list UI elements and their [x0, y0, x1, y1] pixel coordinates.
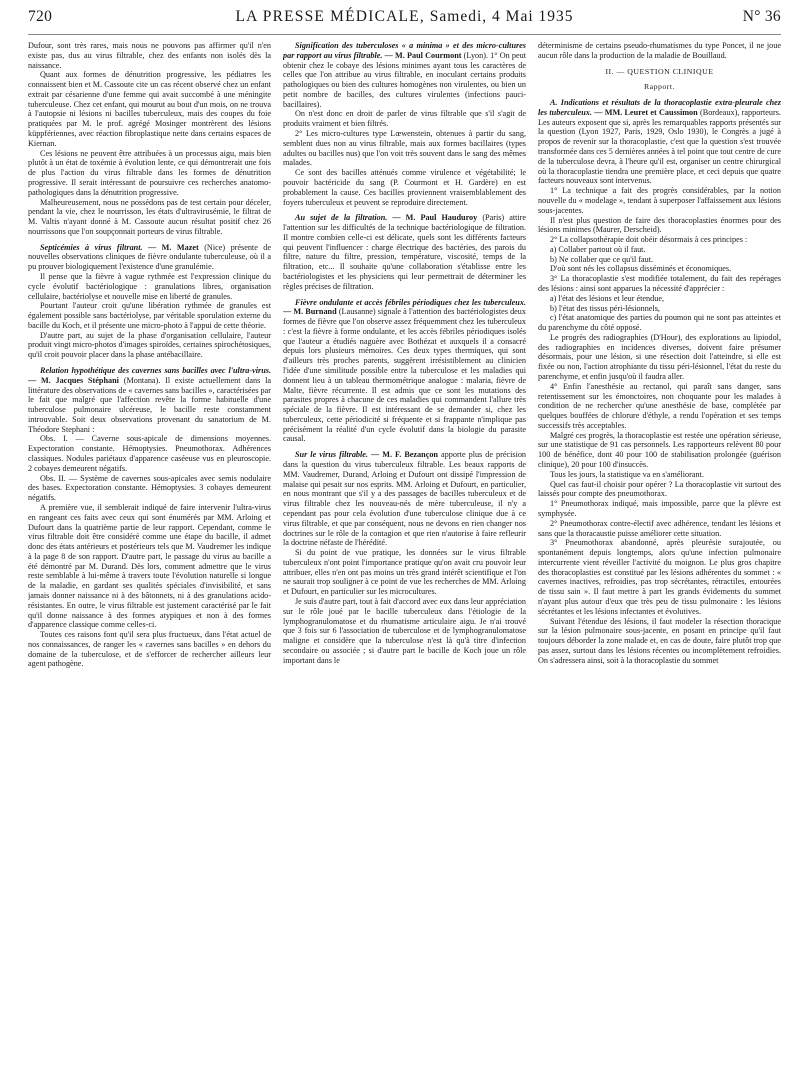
- section-thoracoplastie: [538, 98, 781, 186]
- section-text: (Montana). Il existe actuellement dans la littérature des observations de « cavernes sans bacilles », caractérisées par le fait que malgré que l'affection revête la forme habituelle d'une tuberculose pulmonaire ulcéreuse, le bacille reste constamment introuvable. Soit deux observations provenant du sanatorium de M. Théodore Stephani :: [28, 375, 271, 434]
- section-author: — M. Burnand: [283, 307, 337, 317]
- list-item: a) l'état des lésions et leur étendue,: [550, 293, 665, 303]
- column-2: [283, 41, 526, 1077]
- paragraph: Malheureusement, nous ne possédons pas de test certain pour déceler, pendant la vie, chez le nourrisson, les états d'ultravirusémie, le filtrat de M. Valtis n'ayant donné à M. Cassoute aucun résultat positif chez 26 nourrissons que l'on soupçonnait porteurs de virus filtrable.: [28, 197, 271, 236]
- section-author: — M. Paul Courmont: [384, 50, 462, 60]
- section-title: Au sujet de la filtration.: [295, 213, 388, 223]
- paragraph: 2° Pneumothorax contre-électif avec adhérence, tendant les lésions et sans que la thoracaustie puisse améliorer cette situation.: [538, 518, 781, 538]
- section-title: Fièvre ondulante et accès fébriles périodiques chez les tuberculeux.: [295, 297, 526, 307]
- paragraph: 1° Pneumothorax indiqué, mais impossible, parce que la plèvre est symphysée.: [538, 499, 781, 518]
- paragraph: 3° La thoracoplastie s'est modifiée totalement, du fait des repérages des lésions : ainsi sont apparues la nécessité d'apprécier :: [538, 274, 781, 293]
- paragraph: déterminisme de certains pseudo-rhumatismes du type Poncet, il ne joue aucun rôle dans la production de la maladie de Bouillaud.: [538, 41, 781, 60]
- paragraph: Ces lésions ne peuvent être attribuées à un processus aigu, mais bien plutôt à un état de toxémie à évolution lente, ce qui démontrerait une fois de plus l'action du virus filtrable dans les formes de dénutrition progressive. Il serait intéressant de poursuivre ces recherches anatomo-pathologiques dans la dénutrition progressive.: [28, 148, 271, 197]
- subheading-rapport: Rapport.: [643, 82, 676, 92]
- section-author: — M. F. Bezançon: [371, 450, 438, 460]
- paragraph: D'autre part, au sujet de la phase d'organisation cellulaire, l'auteur produit vingt micro-photos d'images spiroïdes, certaines spirochétosiques, qu'il croit pouvoir placer dans la phase antébacillaire.: [28, 330, 271, 360]
- paragraph: A première vue, il semblerait indiqué de faire intervenir l'ultra-virus en rangeant ces faits avec ceux qui sont énumérés par MM. Arloing et Dufourt dans la quatrième partie de leur rapport. Cependant, comme le virus filtrable doit être considéré comme une étape du bacille, il admet donc des états antérieurs et postérieurs tels que M. Vaudremer les indique à la page 8 de son rapport. D'autre part, le passage du virus au bacille a été démontré par M. Durand. Dès lors, comment admettre que le virus reste semblable à lui-même à travers toute l'évolution naturelle si longue de la maladie, en gardant ses qualités spéciales d'invisibilité, et sans jamais donner naissance ni à des bâtonnets, ni à des granulations acido-résistantes. En outre, le virus filtrable est justement caractérisé par le fait qu'il donne naissance à des formes atypiques et non à des formes d'apparence classique comme celles-ci.: [28, 502, 271, 630]
- paragraph: Tous les jours, la statistique va en s'améliorant.: [550, 469, 704, 479]
- paragraph: 2° Les micro-cultures type Lœwenstein, obtenues à partir du sang, semblent dues non au virus filtrable, mais aux formes bacillaires (types adultes ou bacilles nus) que l'on voit très souvent dans le sang des mêmes malades.: [283, 129, 526, 168]
- paragraph: 2° La collapsothérapie doit obéir désormais à ces principes :: [550, 235, 748, 245]
- section-septicemies: [28, 243, 271, 272]
- section-text: (Lausanne) signale à l'attention des bactériologistes deux formes de fièvre que l'on observe assez fréquemment chez les tuberculeux : c'est la fièvre à forme ondulante, et les accès fébriles périodiques isolés que l'auteur a étudiés naguère avec Bothézat et auxquels il a consacré depuis lors plusieurs mémoires. Ces deux types thermiques, qui sont d'ailleurs très proches parents, suggèrent irrésistiblement au clinicien l'idée d'une similitude possible entre la tuberculose et les maladies qui donnent lieu à un tableau thermométrique analogue : malaria, fièvre de Malte, fièvre récurrente. Il est admis que ce sont les mutations des parasites propres à chacune de ces maladies qui commandent l'allure très spéciale de la fièvre. Il est intéressant de se demander si, chez les tuberculeux, cette périodicité si fréquente et si frappante n'implique pas précisément la réalité d'un cycle évolutif dans la biologie du parasite causal.: [283, 307, 526, 444]
- observation-2: Obs. II. — Système de cavernes sous-apicales avec semis nodulaire des bases. Expectoration constante. Hémoptysies. 3 cobayes demeurent négatifs.: [28, 473, 271, 503]
- section-title: Signification des tuberculoses « a minima » et des micro-cultures par rapport au virus filtrable.: [283, 41, 526, 60]
- paragraph: Ce sont des bacilles atténués comme virulence et végétabilité; le pouvoir bactéricide du sang (P. Courmont et H. Gardère) en est probablement la cause. Ces bacilles proviennent vraisemblablement des foyers tuberculeux et peuvent se reproduire directement.: [283, 168, 526, 207]
- section-title: Septicémies à virus filtrant.: [40, 242, 143, 252]
- list-item: b) l'état des tissus péri-lésionnels,: [550, 303, 660, 313]
- section-text: (Bordeaux), rapporteurs. Les auteurs exposent que si, après les remarquables rapports présentés sur la question (Lyon 1927, Paris, 1929, Oslo 1930), le Congrès a jugé à propos de revenir sur la thoracoplastie, c'est que la question s'est trouvée transformée dans ces 5 dernières années à tel point que tout centre de cure de la tuberculose devra, à l'heure qu'il est, organiser un centre chirurgical où la thoracoplastie tiendra une première place, et ceci depuis que quatre facteurs nouveaux sont intervenus.: [538, 107, 781, 186]
- column-3: [538, 41, 781, 1077]
- journal-title: LA PRESSE MÉDICALE,: [235, 8, 425, 25]
- list-item: a) Collaber partout où il faut.: [550, 244, 646, 254]
- section-filtration: [283, 213, 526, 291]
- section-author: — MM. Leuret et Caussimon: [594, 107, 698, 117]
- paragraph: Suivant l'étendue des lésions, il faut modeler la résection thoracique sur la lésion pulmonaire sous-jacente, en posant en principe qu'il faut toujours déborder la zone malade et, en cas de doute, faire plutôt trop que pas assez, surtout dans les lésions récentes ou incomplètement refroidies. On s'adressera ainsi, soit à la thoracoplastie du sommet: [538, 616, 781, 665]
- paragraph: Quant aux formes de dénutrition progressive, les pédiatres les connaissent bien et M. Cassoute cite un cas récent observé chez un enfant extrait par césarienne d'une femme qui avait succombé à une méningite tuberculeuse. Chez cet enfant, qui mourut au bout d'un mois, on ne trouva à l'autopsie ni lésions ni bacilles tuberculeux, mais des coupes du foie pratiquées par M. le prof. agrégé Mosinger montrèrent des lésions küppfériennes, avec réaction fibroplastique nette dans certains espaces de Kiernan.: [28, 70, 271, 148]
- section-title: A. Indications et résultats de la thoracoplastie extra-pleurale chez les tuberculeux.: [538, 98, 781, 117]
- issue-number: N° 36: [742, 8, 781, 25]
- issue-date: Samedi, 4 Mai 1935: [429, 8, 574, 25]
- paragraph: 3° Pneumothorax abandonné, après pleurésie surajoutée, ou spontanément depuis longtemps, alors qu'une infection pulmonaire intercurrente vient réveiller l'activité du moignon. Le plus gros chapitre des thoracoplasties est constitué par les lésions adhérentes du sommet : « cavernes inactives, refroidies, pas trop sécrétantes, rétractiles, entourées de tissu sain ». Il faut mettre à part les grands évidements du sommet n'ayant plus autour d'eux que très peu de tissu pulmonaire : les lésions sécrétantes et les lésions infectantes et évolutives.: [538, 538, 781, 616]
- page-number: 720: [28, 8, 53, 25]
- paragraph: 1° La technique a fait des progrès considérables, par la notion nouvelle du « modelage », tendant à superposer l'affaissement aux lésions sous-jacentes.: [538, 186, 781, 215]
- section-title: Relation hypothétique des cavernes sans bacilles avec l'ultra-virus.: [40, 366, 271, 375]
- paragraph: Dufour, sont très rares, mais nous ne pouvons pas affirmer qu'il n'en existe pas, dus au virus filtrable, chez des enfants non isolés dès la naissance.: [28, 41, 271, 70]
- paragraph: Toutes ces raisons font qu'il sera plus fructueux, dans l'état actuel de nos connaissances, de ranger les « cavernes sans bacilles » en dehors du domaine de la tuberculose, et de s'efforcer de rechercher ailleurs leur agent pathogène.: [28, 630, 271, 669]
- paragraph: Quel cas faut-il choisir pour opérer ? La thoracoplastie vit surtout des laissés pour compte des pneumothorax.: [538, 479, 781, 499]
- section-text: apporte plus de précision dans la question du virus tuberculeux filtrable. Les beaux rapports de MM. Vaudremer, Durand, Arloing et Dufourt ont dissipé l'impression de malaise qui pesait sur nos esprits. MM. Arloing et Dufourt, en particulier, en nous montrant que s'il y a des passages de bacilles tuberculeux et de virus filtrable chez les nouveau-nés de mère tuberculeuse, il n'y a cependant pas pour cela évolution d'une tuberculose clinique due à ce virus filtrable, et que par conséquent, nous ne devons en rien changer nos doctrines sur le rôle de la contagion et que rien n'autorise à faire refleurir la doctrine néfaste de l'hérédité.: [283, 450, 526, 548]
- paragraph: On n'est donc en droit de parler de virus filtrable que s'il s'agit de produits vraiment et bien filtrés.: [283, 109, 526, 129]
- paragraph: Malgré ces progrès, la thoracoplastie est restée une opération sérieuse, sur une statistique de 91 cas personnels. Les rapporteurs relèvent 80 pour 100 de bénéfice, dont 40 pour 100 de stabilisation prolongée (guérison clinique), 20 pour 100 d'insuccès.: [538, 430, 781, 470]
- paragraph: D'où sont nés les collapsus disséminés et économiques.: [550, 264, 732, 274]
- section-fievre: [283, 298, 526, 445]
- paragraph: 4° Enfin l'anesthésie au rectanol, qui paraît sans danger, sans retentissement sur les émonctoires, non choquante pour les malades à condition de ne rechercher qu'une anesthésie de base, complétée par quelques bouffées de chlorure d'éthyle, a rendu l'opération et ses temps successifs très acceptables.: [538, 381, 781, 430]
- section-author: — M. Mazet: [148, 242, 199, 252]
- column-1: [28, 41, 271, 1077]
- paragraph: Le progrès des radiographies (D'Hour), des explorations au lipiodol, des radiographies en incidences diverses, doivent faire présumer désormais, pour une lésion, si une résection doit l'atteindre, si elle est fixée ou non, l'action atrophiante du tissu péri-lésionnel, l'état du reste du parenchyme, et enfin jusqu'où il faudra aller.: [538, 332, 781, 381]
- journal-title-line: [235, 8, 573, 26]
- section-heading-clinique: II. — QUESTION CLINIQUE: [605, 66, 714, 76]
- page-header: [28, 8, 781, 35]
- section-text: (Lyon). 1° On peut obtenir chez le cobaye des lésions minimes ayant tous les caractères de celles que l'on attribue au virus filtrable, en inoculant certains produits pathologiques ou bien des cultures homogènes non virulentes, ou bien un petit nombre de bacilles, des cultures virulentes (infections pauci-bacillaires).: [283, 50, 526, 109]
- section-title: Sur le virus filtrable.: [295, 450, 368, 460]
- section-text: (Nice) présente de nouvelles observations cliniques de fièvre ondulante tuberculeuse, où il a pu prouver biologiquement l'existence d'une granulémie.: [28, 242, 271, 272]
- section-text: (Paris) attire l'attention sur les difficultés de la technique bactériologique de filtration. Il montre combien celle-ci est délicate, quels sont les différents facteurs qui peuvent l'influencer : charge électrique des bactéries, des parois du filtre, nature du filtre, pression, température, viscosité, temps de la filtration, etc... Il souhaite qu'une collaboration s'établisse entre les bactériologistes et les physiciens qui leur permettrait de déterminer les règles précises de filtration.: [283, 213, 526, 291]
- paragraph: Il n'est plus question de faire des thoracoplasties énormes pour des lésions minimes (Maurer, Derscheid).: [538, 215, 781, 235]
- paragraph: Si du point de vue pratique, les données sur le virus filtrable tuberculeux n'ont point l'importance pratique qu'on avait cru pouvoir leur attribuer, elles n'en ont pas moins un très grand intérêt scientifique et l'on ne saurait trop souligner à ce point de vue les recherches de MM. Arloing et Dufourt, en particulier sur les microcultures.: [283, 548, 526, 597]
- list-item: b) Ne collaber que ce qu'il faut.: [550, 254, 654, 264]
- paragraph: Je suis d'autre part, tout à fait d'accord avec eux dans leur appréciation sur le rôle joué par le bacille tuberculeux dans l'étiologie de la lymphogranulomatose et du rhumatisme articulaire aigu. Je n'ai trouvé que 3 fois sur 6 l'association de tuberculose et de lymphogranulomatose maligne et considère que la tuberculose n'est là qu'à titre d'infection secondaire ou associée ; si d'autre part le bacille de Koch joue un rôle important dans le: [283, 596, 526, 665]
- paragraph: Pourtant l'auteur croit qu'une libération rythmée de granules est également possible sans bactériolyse, par véritable sporulation externe du bacille du Koch, et il présente une micro-photo à l'appui de cette théorie.: [28, 301, 271, 330]
- section-virus-filtrable: [283, 450, 526, 548]
- paragraph: Il pense que la fièvre à vague rythmée est l'expression clinique du cycle évolutif bactériologique : granulations libres, organisation cellulaire, bactériolyse et nouvelle mise en liberté de granules.: [28, 271, 271, 301]
- article-columns: [28, 41, 781, 1077]
- observation-1: Obs. I. — Caverne sous-apicale de dimensions moyennes. Expectoration constante. Hémoptysies. Pneumothorax. Adhérences classiques. Nodules pariétaux d'apparence caséeuse vus en pleuroscopie. 2 cobayes demeurent négatifs.: [28, 434, 271, 473]
- section-author: — M. Paul Hauduroy: [392, 213, 478, 223]
- section-minima: [283, 41, 526, 109]
- section-author: — M. Jacques Stéphani: [28, 375, 119, 385]
- section-cavernes: [28, 366, 271, 434]
- list-item: c) l'état anatomique des parties du poumon qui ne sont pas atteintes et du parenchyme du côté opposé.: [538, 313, 781, 333]
